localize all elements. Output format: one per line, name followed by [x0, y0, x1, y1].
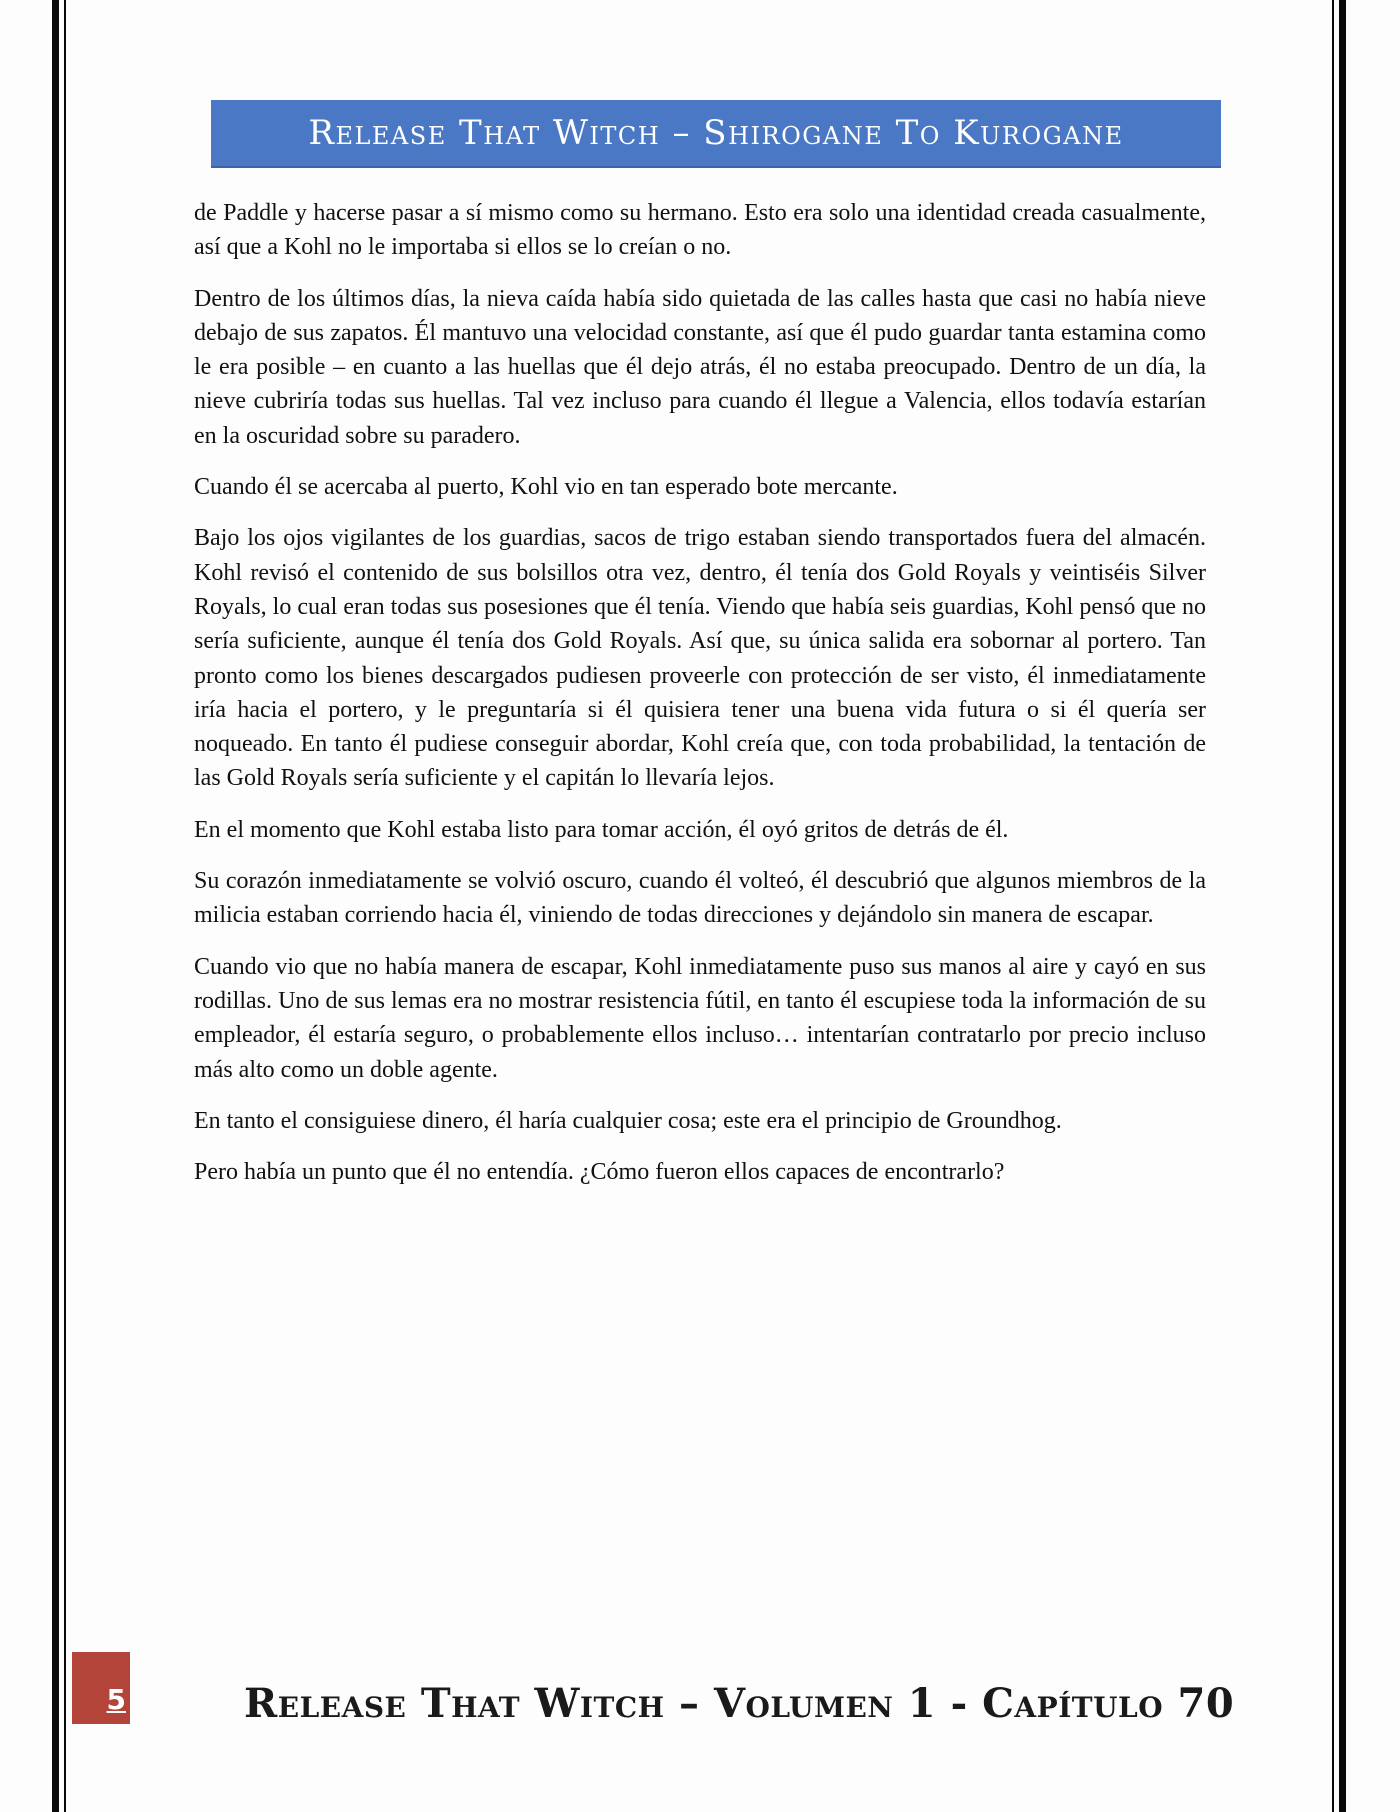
header-banner: [211, 100, 1221, 168]
page-number-box: [72, 1652, 130, 1722]
body-text: [194, 196, 1206, 1206]
paragraph: En el momento que Kohl estaba listo para tomar acción, él oyó gritos de detrás de él.: [194, 816, 1009, 843]
right-border-outer: [1339, 0, 1346, 1812]
right-border-inner: [1332, 0, 1334, 1812]
footer-title: Release That Witch – Volumen 1 - Capítulo 70: [244, 1680, 1235, 1727]
paragraph: Cuando vio que no había manera de escapar, Kohl inmediatamente puso sus manos al aire y cayó en sus rodillas. Uno de sus lemas era no mostrar resistencia fútil, en tanto él escupiese toda la información de su empleador, él estaría seguro, o probablemente ellos incluso… intentarían contratarlo por precio incluso más alto como un doble agente.: [194, 953, 1206, 1083]
left-border-inner: [64, 0, 66, 1812]
page-number-rule: [72, 1722, 130, 1724]
paragraph: de Paddle y hacerse pasar a sí mismo como su hermano. Esto era solo una identidad creada casualmente, así que a Kohl no le importaba si ellos se lo creían o no.: [194, 200, 1206, 261]
header-title: Release That Witch – Shirogane To Kurogane: [308, 113, 1124, 153]
page-number: 5: [106, 1683, 126, 1716]
paragraph: Bajo los ojos vigilantes de los guardias, sacos de trigo estaban siendo transportados fuera del almacén. Kohl revisó el contenido de sus bolsillos otra vez, dentro, él tenía dos Gold Royals y veintiséis Silver Royals, lo cual eran todas sus posesiones que él tenía. Viendo que había seis guardias, Kohl pensó que no sería suficiente, aunque él tenía dos Gold Royals. Así que, su única salida era sobornar al portero. Tan pronto como los bienes descargados pudiesen proveerle con protección de ser visto, él inmediatamente iría hacia el portero, y le preguntaría si él quisiera tener una buena vida futura o si él quería ser noqueado. En tanto él pudiese conseguir abordar, Kohl creía que, con toda probabilidad, la tentación de las Gold Royals sería suficiente y el capitán lo llevaría lejos.: [194, 525, 1206, 792]
left-border-outer: [52, 0, 59, 1812]
paragraph: Pero había un punto que él no entendía. ¿Cómo fueron ellos capaces de encontrarlo?: [194, 1159, 1005, 1186]
paragraph: Dentro de los últimos días, la nieva caída había sido quietada de las calles hasta que casi no había nieve debajo de sus zapatos. Él mantuvo una velocidad constante, así que él pudo guardar tanta estamina como le era posible – en cuanto a las huellas que él dejo atrás, él no estaba preocupado. Dentro de un día, la nieve cubriría todas sus huellas. Tal vez incluso para cuando él llegue a Valencia, ellos todavía estarían en la oscuridad sobre su paradero.: [194, 285, 1206, 449]
paragraph: Su corazón inmediatamente se volvió oscuro, cuando él volteó, él descubrió que algunos miembros de la milicia estaban corriendo hacia él, viniendo de todas direcciones y dejándolo sin manera de escapar.: [194, 868, 1206, 929]
paragraph: En tanto el consiguiese dinero, él haría cualquier cosa; este era el principio de Groundhog.: [194, 1107, 1062, 1134]
paragraph: Cuando él se acercaba al puerto, Kohl vio en tan esperado bote mercante.: [194, 474, 898, 501]
